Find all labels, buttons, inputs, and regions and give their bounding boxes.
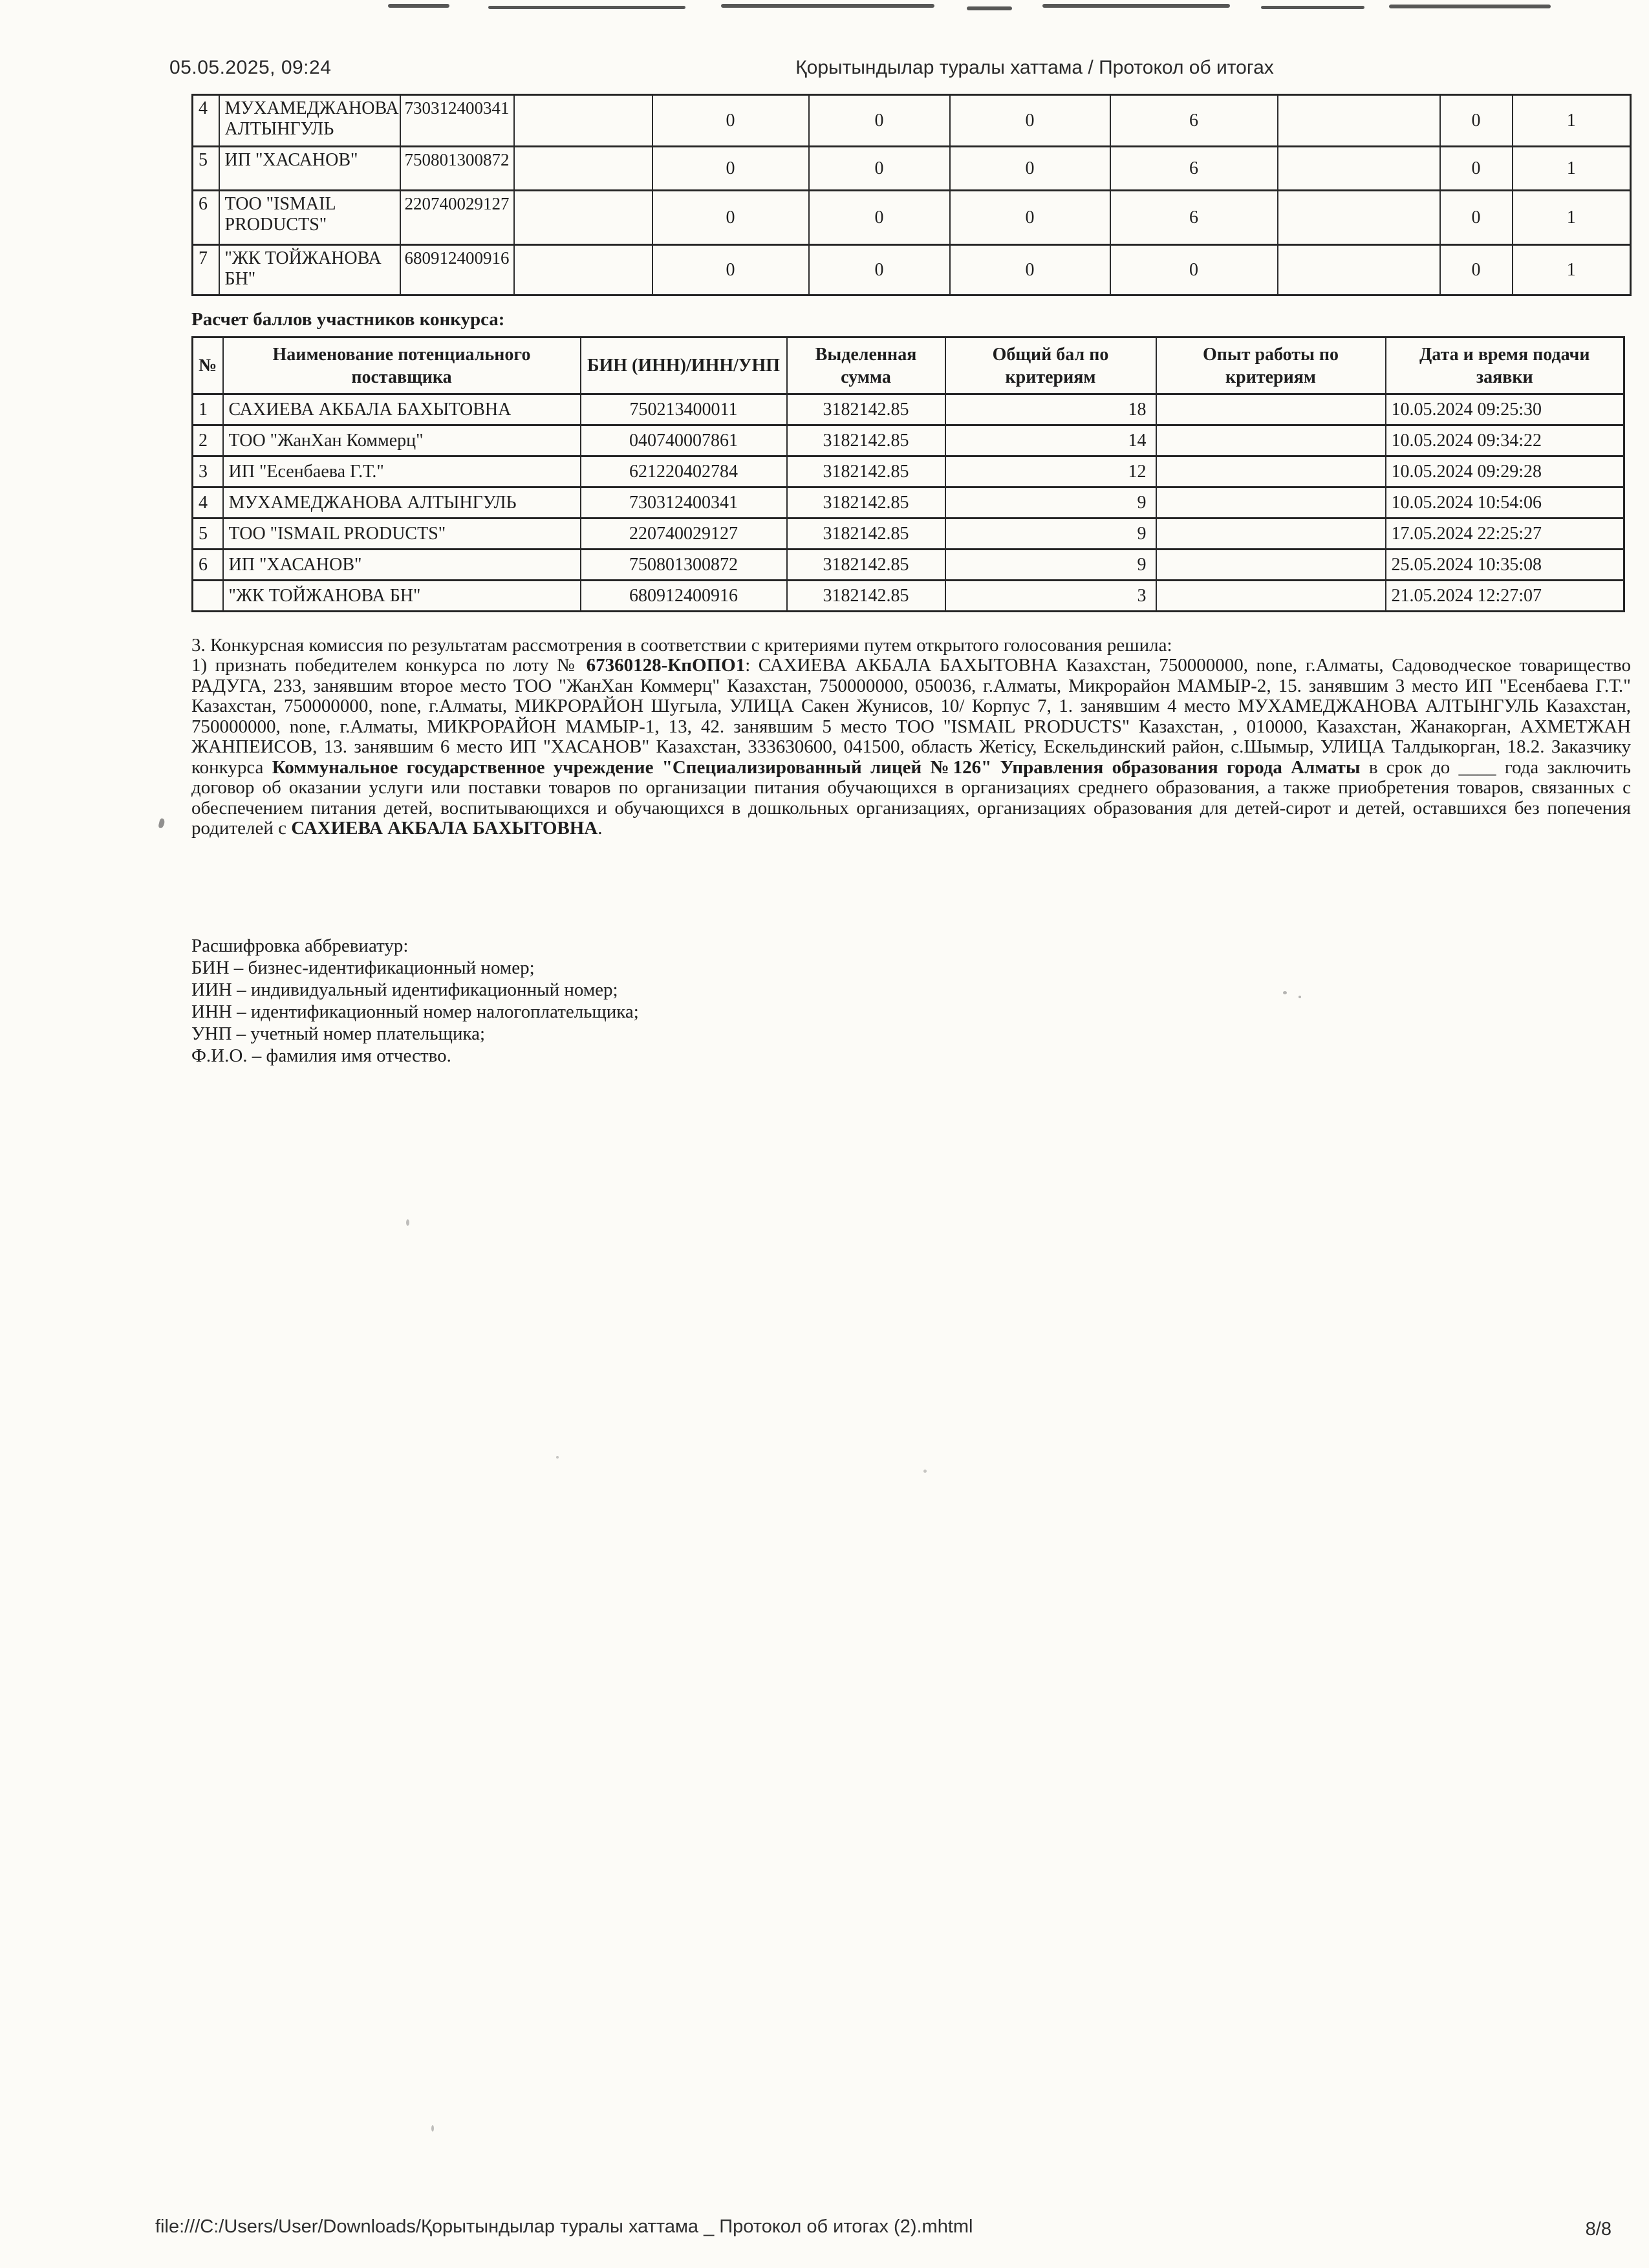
cell bbox=[1278, 95, 1440, 147]
cell: 3182142.85 bbox=[787, 487, 945, 519]
cell: 21.05.2024 12:27:07 bbox=[1386, 581, 1624, 612]
cell bbox=[1156, 394, 1386, 425]
cell: ТОО "ISMAIL PRODUCTS" bbox=[223, 519, 581, 550]
cell: 18 bbox=[945, 394, 1156, 425]
cell: 3182142.85 bbox=[787, 519, 945, 550]
cell bbox=[514, 245, 652, 295]
cell: ИП "ХАСАНОВ" bbox=[223, 550, 581, 581]
scan-artifact bbox=[721, 4, 934, 8]
scan-artifact bbox=[406, 1219, 409, 1226]
cell: 3182142.85 bbox=[787, 425, 945, 456]
table-row bbox=[193, 550, 1624, 581]
print-title: Қорытындылар туралы хаттама / Протокол об итогах bbox=[795, 57, 1274, 78]
scan-artifact bbox=[1299, 996, 1301, 998]
abbreviation-item: УНП – учетный номер плательщика; bbox=[191, 1023, 486, 1044]
table-row bbox=[193, 245, 1631, 295]
cell: 0 bbox=[652, 95, 809, 147]
decision-segment: в срок до ____ года заключить договор об оказании услуги или поставки товаров по организации питания обучающихся в организациях среднего образования, а также приобретения товаров, связанных с обеспечением питания детей, воспитывающихся и обучающихся в дошкольных организациях, организациях образования для детей-сирот и детей, оставшихся без попечения родителей с bbox=[191, 756, 1631, 839]
cell: 0 bbox=[1440, 95, 1513, 147]
cell: ТОО "ISMAIL PRODUCTS" bbox=[219, 191, 400, 245]
cell: 4 bbox=[193, 95, 219, 147]
cell: 680912400916 bbox=[581, 581, 787, 612]
table-row bbox=[193, 456, 1624, 487]
cell: 9 bbox=[945, 519, 1156, 550]
cell: 1 bbox=[193, 394, 223, 425]
decision-body bbox=[191, 656, 1631, 839]
cell: 6 bbox=[1110, 147, 1278, 191]
scan-artifact bbox=[967, 6, 1012, 10]
abbreviations-heading: Расшифровка аббревиатур: bbox=[191, 936, 409, 956]
cell: 0 bbox=[1110, 245, 1278, 295]
cell: 3182142.85 bbox=[787, 456, 945, 487]
cell bbox=[1278, 191, 1440, 245]
scan-artifact bbox=[158, 818, 165, 828]
cell: 0 bbox=[950, 191, 1110, 245]
print-datetime: 05.05.2025, 09:24 bbox=[169, 57, 332, 78]
cell: 7 bbox=[193, 245, 219, 295]
decision-segment: 1) признать победителем конкурса по лоту № bbox=[191, 655, 587, 676]
section-heading: Расчет баллов участников конкурса: bbox=[191, 309, 505, 330]
table-row bbox=[193, 191, 1631, 245]
cell: 220740029127 bbox=[581, 519, 787, 550]
table-row bbox=[193, 95, 1631, 147]
table-row bbox=[193, 519, 1624, 550]
cell: 3182142.85 bbox=[787, 581, 945, 612]
cell: 0 bbox=[809, 245, 950, 295]
cell bbox=[1156, 519, 1386, 550]
customer-name: Коммунальное государственное учреждение "Специализированный лицей №126" Управления образования города Алматы bbox=[272, 756, 1361, 778]
cell: 9 bbox=[945, 550, 1156, 581]
cell: 0 bbox=[950, 245, 1110, 295]
table-row bbox=[193, 581, 1624, 612]
cell: 1 bbox=[1513, 191, 1631, 245]
cell: 10.05.2024 09:25:30 bbox=[1386, 394, 1624, 425]
abbreviation-item: БИН – бизнес-идентификационный номер; bbox=[191, 957, 535, 978]
cell bbox=[1156, 456, 1386, 487]
abbreviation-item: ИНН – идентификационный номер налогоплательщика; bbox=[191, 1001, 639, 1022]
winner-name: САХИЕВА АКБАЛА БАХЫТОВНА bbox=[291, 818, 598, 839]
cell bbox=[1156, 581, 1386, 612]
cell: 6 bbox=[1110, 95, 1278, 147]
decision-segment: : САХИЕВА АКБАЛА БАХЫТОВНА Казахстан, 750000000, none, г.Алматы, Садоводческое товарищество РАДУГА, 233, занявшим второе место ТОО "ЖанХан Коммерц" Казахстан, 750000000, 050036, г.Алматы, Микрорайон МАМЫР-2, 15. занявшим 3 место ИП "Есенбаева Г.Т." Казахстан, 750000000, none, г.Алматы, МИКРОРАЙОН Шугыла, УЛИЦА Сакен Жунисов, 10/ Корпус 7, 1. занявшим 4 место МУХАМЕДЖАНОВА АЛТЫНГУЛЬ Казахстан, 750000000, none, г.Алматы, МИКРОРАЙОН МАМЫР-1, 13, 42. занявшим 5 место ТОО "ISMAIL PRODUCTS" Казахстан, , 010000, Казахстан, Жанакорган, АХМЕТЖАН ЖАНПЕИСОВ, 13. занявшим 6 место ИП "ХАСАНОВ" Казахстан, 333630600, 041500, область Жетісу, Ескельдинский район, с.Шымыр, УЛИЦА Талдыкорган, 18.2. Заказчику конкурса bbox=[191, 655, 1631, 778]
cell: 0 bbox=[809, 95, 950, 147]
cell: 750213400011 bbox=[581, 394, 787, 425]
cell: ИП "Есенбаева Г.Т." bbox=[223, 456, 581, 487]
cell: 0 bbox=[652, 147, 809, 191]
scan-artifact bbox=[923, 1470, 927, 1473]
abbreviation-item: Ф.И.О. – фамилия имя отчество. bbox=[191, 1045, 451, 1066]
cell: 5 bbox=[193, 147, 219, 191]
scan-artifact bbox=[488, 6, 685, 9]
cell: 0 bbox=[1440, 147, 1513, 191]
cell: САХИЕВА АКБАЛА БАХЫТОВНА bbox=[223, 394, 581, 425]
cell bbox=[1156, 487, 1386, 519]
cell: 6 bbox=[193, 550, 223, 581]
cell: 17.05.2024 22:25:27 bbox=[1386, 519, 1624, 550]
scan-artifact bbox=[1283, 991, 1287, 994]
cell: 0 bbox=[809, 147, 950, 191]
scan-artifact bbox=[556, 1456, 559, 1459]
table-row bbox=[193, 394, 1624, 425]
cell: 0 bbox=[950, 95, 1110, 147]
cell: 621220402784 bbox=[581, 456, 787, 487]
cell: МУХАМЕДЖАНОВА АЛТЫНГУЛЬ bbox=[223, 487, 581, 519]
cell: 0 bbox=[1440, 245, 1513, 295]
cell: 750801300872 bbox=[581, 550, 787, 581]
cell: 3 bbox=[193, 456, 223, 487]
column-header: Дата и время подачи заявки bbox=[1386, 337, 1624, 394]
scan-artifact bbox=[1042, 4, 1230, 8]
cell: 730312400341 bbox=[581, 487, 787, 519]
scan-artifact bbox=[1261, 6, 1364, 9]
participants-scores-table bbox=[191, 336, 1625, 612]
print-footer-url: file:///C:/Users/User/Downloads/Қорытындылар туралы хаттама _ Протокол об итогах (2).mhtml bbox=[155, 2216, 973, 2237]
cell: ИП "ХАСАНОВ" bbox=[219, 147, 400, 191]
lot-number: 67360128-КпОПО1 bbox=[586, 655, 746, 676]
cell: 0 bbox=[1440, 191, 1513, 245]
column-header: № bbox=[193, 337, 223, 394]
column-header: Общий бал по критериям bbox=[945, 337, 1156, 394]
cell: "ЖК ТОЙЖАНОВА БН" bbox=[219, 245, 400, 295]
column-header: Опыт работы по критериям bbox=[1156, 337, 1386, 394]
cell: 25.05.2024 10:35:08 bbox=[1386, 550, 1624, 581]
cell: 680912400916 bbox=[400, 245, 514, 295]
cell: 730312400341 bbox=[400, 95, 514, 147]
cell: 3 bbox=[945, 581, 1156, 612]
abbreviation-item: ИИН – индивидуальный идентификационный номер; bbox=[191, 979, 618, 1000]
cell: 1 bbox=[1513, 95, 1631, 147]
decision-segment: . bbox=[598, 818, 603, 839]
cell: "ЖК ТОЙЖАНОВА БН" bbox=[223, 581, 581, 612]
cell: 0 bbox=[652, 191, 809, 245]
print-footer-page-indicator: 8/8 bbox=[1585, 2219, 1611, 2240]
cell: 10.05.2024 10:54:06 bbox=[1386, 487, 1624, 519]
cell: 3182142.85 bbox=[787, 550, 945, 581]
cell: 4 bbox=[193, 487, 223, 519]
cell: 0 bbox=[652, 245, 809, 295]
criteria-scores-table-continued bbox=[191, 94, 1632, 296]
cell: 6 bbox=[1110, 191, 1278, 245]
cell: 040740007861 bbox=[581, 425, 787, 456]
cell: 3182142.85 bbox=[787, 394, 945, 425]
scan-artifact bbox=[431, 2125, 434, 2132]
cell: 10.05.2024 09:34:22 bbox=[1386, 425, 1624, 456]
cell bbox=[514, 191, 652, 245]
cell: 750801300872 bbox=[400, 147, 514, 191]
cell bbox=[514, 147, 652, 191]
scan-artifact bbox=[388, 4, 449, 8]
cell bbox=[1156, 550, 1386, 581]
cell bbox=[1278, 147, 1440, 191]
scan-artifact bbox=[1389, 5, 1551, 8]
cell: ТОО "ЖанХан Коммерц" bbox=[223, 425, 581, 456]
table-row bbox=[193, 425, 1624, 456]
column-header: Наименование потенциального поставщика bbox=[223, 337, 581, 394]
cell bbox=[514, 95, 652, 147]
cell: 5 bbox=[193, 519, 223, 550]
cell: 1 bbox=[1513, 245, 1631, 295]
column-header: БИН (ИНН)/ИНН/​УНП bbox=[581, 337, 787, 394]
cell: 10.05.2024 09:29:28 bbox=[1386, 456, 1624, 487]
cell: 2 bbox=[193, 425, 223, 456]
cell: МУХАМЕДЖАНОВА АЛТЫНГУЛЬ bbox=[219, 95, 400, 147]
cell bbox=[193, 581, 223, 612]
column-header: Выделенная сумма bbox=[787, 337, 945, 394]
cell: 12 bbox=[945, 456, 1156, 487]
abbreviations-block bbox=[191, 935, 639, 1067]
cell bbox=[1156, 425, 1386, 456]
cell: 0 bbox=[950, 147, 1110, 191]
cell: 1 bbox=[1513, 147, 1631, 191]
cell: 0 bbox=[809, 191, 950, 245]
cell bbox=[1278, 245, 1440, 295]
cell: 14 bbox=[945, 425, 1156, 456]
table-row bbox=[193, 147, 1631, 191]
table-row bbox=[193, 487, 1624, 519]
decision-intro: 3. Конкурсная комиссия по результатам рассмотрения в соответствии с критериями путем открытого голосования решила: bbox=[191, 635, 1172, 656]
cell: 6 bbox=[193, 191, 219, 245]
cell: 9 bbox=[945, 487, 1156, 519]
table-header-row bbox=[193, 337, 1624, 394]
cell: 220740029127 bbox=[400, 191, 514, 245]
